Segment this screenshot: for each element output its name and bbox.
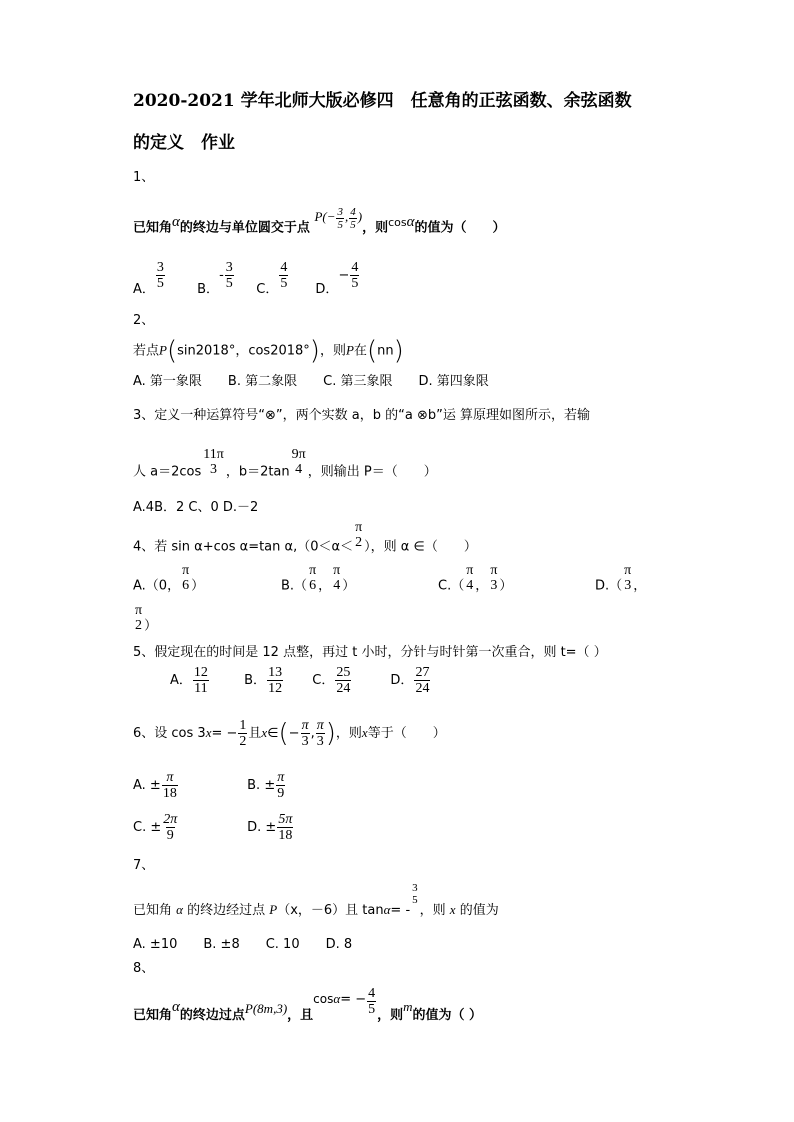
cos-label: cos [388,216,407,230]
q5-option-b[interactable]: B． $\frac{13}{12}$ [244,665,283,696]
q2-number: 2、 [133,313,155,328]
q3-b-fraction: 9π 4 [291,447,306,477]
q1-stem [133,206,506,236]
q5-option-a[interactable]: A． $\frac{12}{11}$ [170,665,208,696]
q2-options: A. 第一象限 B. 第二象限 C. 第三象限 D. 第四象限 [133,374,489,389]
q1-comma: , [344,209,349,225]
q1-post: 的值为（ ） [414,220,506,236]
q1-option-b[interactable]: B．- $\frac{3}{5}$ [197,260,233,297]
q1-option-d[interactable]: D．− $\frac{4}{5}$ [315,260,359,297]
q1-point-label: P(− [314,209,336,225]
q6-option-d[interactable]: D. ± $\frac{5\pi}{18}$ [247,812,293,843]
alpha-symbol: α [172,214,180,231]
q3-options: A.4B．2 C、0 D.－2 [133,500,259,515]
q8-cos-fraction: $\frac{4}{5}$ [368,986,376,1017]
q6-option-b[interactable]: B. ± $\frac{\pi}{9}$ [247,770,285,801]
q4-option-b[interactable]: B.（ π 6 ， π 4 ） [281,563,356,594]
title-line-2: 的定义 作业 [133,133,235,153]
q1-number: 1、 [133,170,155,185]
q4-upper-bound: π 2 [355,520,363,550]
q1-close: ) [357,209,363,225]
q4-option-a[interactable]: A.（0， π 6 ） [133,563,205,594]
q6-interval-left: $\frac{\pi}{3}$ [301,718,309,749]
q1-point-x: $\frac{3}{5}$ [337,206,343,231]
q2-point: P [159,342,167,358]
q6-stem: 6、设 cos 3x= − $\frac{1}{2}$ 且x∈(− $\frac{\pi}{3}$ , $\frac{\pi}{3}$ )，则x等于（ ） [133,718,446,749]
q1-option-a-value: $\frac{3}{5}$ [156,260,164,291]
q6-interval-right: $\frac{\pi}{3}$ [316,718,324,749]
q1-option-a[interactable]: A． $\frac{3}{5}$ [133,260,164,297]
q8-stem: 已知角α的终边过点P(8m,3)，且cosα= − $\frac{4}{5}$ ，则m的值为（ ） [133,986,483,1023]
q6-options-row-2 [133,812,294,843]
q1-option-d-value: $\frac{4}{5}$ [351,260,359,291]
q5-option-d[interactable]: D． $\frac{27}{24}$ [390,665,430,696]
q3-line-2: 人 a＝2cos 11π 3 ，b＝2tan 9π 4 ，则输出 P＝（ ） [133,447,437,480]
q1-option-c-value: $\frac{4}{5}$ [280,260,288,291]
q4-option-d[interactable]: D.（ π 3 ， [595,563,647,594]
q1-point [314,206,363,231]
q7-tan-fraction: 3 5 [412,882,418,906]
title-line-1: 2020-2021 学年北师大版必修四 任意角的正弦函数、余弦函数 [133,91,632,111]
q7-number: 7、 [133,858,155,873]
q5-stem: 5、假定现在的时间是 12 点整，再过 t 小时，分针与时针第一次重合，则 t=（ ） [133,645,607,660]
q4-stem: 4、若 sin α+cos α=tan α,（0＜α＜ π 2 ），则 α ∈（ ） [133,520,477,555]
q1-then: ，则 [362,220,389,236]
q2-blank: nn [377,343,394,359]
q7-options: A. ±10 B. ±8 C. 10 D. 8 [133,937,353,952]
q3-a-fraction: 11π 3 [203,447,224,477]
alpha-symbol: α [406,214,415,231]
q2-stem: 若点P(sin2018°，cos2018°)，则P在(nn) [133,336,404,366]
q7-stem: 已知角 α 的终边经过点 P（x，－6）且 tanα= - 3 5 ，则 x 的值为 [133,882,499,918]
q1-mid: 的终边与单位圆交于点 [179,220,310,236]
q1-point-y: $\frac{4}{5}$ [350,206,356,231]
q6-option-a[interactable]: A. ± $\frac{\pi}{18}$ [133,770,177,801]
q8-number: 8、 [133,961,155,976]
q5-option-c[interactable]: C． $\frac{25}{24}$ [312,665,351,696]
q8-point: P(8m,3) [244,1001,288,1016]
q5-options [170,665,431,696]
q3-line-1: 3、定义一种运算符号“⊗”，两个实数 a，b 的“a ⊗b”运 算原理如图所示，若输 [133,408,590,423]
q1-pre: 已知角 [133,220,173,236]
q1-options [133,260,360,298]
q1-option-b-value: $\frac{3}{5}$ [225,260,233,291]
q2-coordinates: sin2018°，cos2018° [177,343,310,359]
q4-option-c[interactable]: C.（ π 4 ， π 3 ） [438,563,513,594]
q1-option-c[interactable]: C． $\frac{4}{5}$ [256,260,288,297]
q6-option-c[interactable]: C. ± $\frac{2\pi}{9}$ [133,812,178,843]
q4-option-d-cont: π 2 ） [135,603,158,634]
q6-options-row-1 [133,770,286,801]
